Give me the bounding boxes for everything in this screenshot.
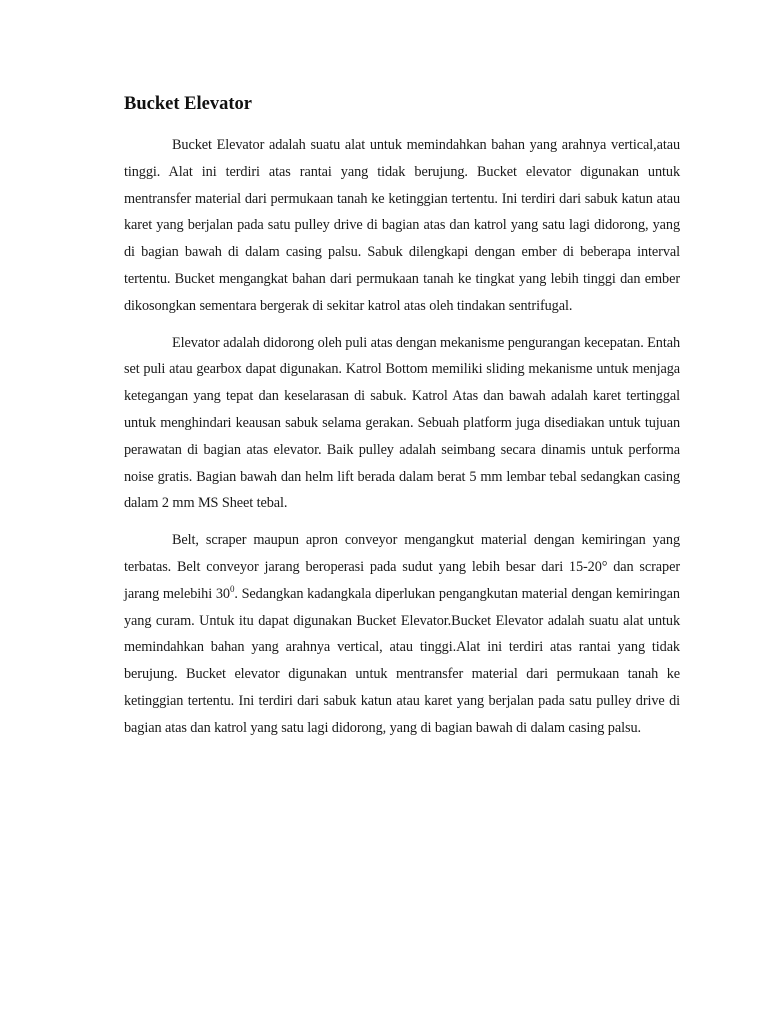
document-title: Bucket Elevator xyxy=(124,94,252,114)
paragraph-2: Elevator adalah didorong oleh puli atas dengan mekanisme pengurangan kecepatan. Entah set puli atau gearbox dapat digunakan. Katrol Bottom memiliki sliding mekanisme untuk menjaga ketegangan yang tepat dan keselarasan di sabuk. Katrol Atas dan bawah adalah karet tertinggal untuk menghindari keausan sabuk selama gerakan. Sebuah platform juga disediakan untuk tujuan perawatan di bagian atas elevator. Baik pulley adalah seimbang secara dinamis untuk performa noise gratis. Bagian bawah dan helm lift berada dalam berat 5 mm lembar tebal sedangkan casing dalam 2 mm MS Sheet tebal. xyxy=(124,334,680,512)
paragraph-1: Bucket Elevator adalah suatu alat untuk memindahkan bahan yang arahnya vertical,atau tinggi. Alat ini terdiri atas rantai yang tidak berujung. Bucket elevator digunakan untuk mentransfer material dari permukaan tanah ke ketinggian tertentu. Ini terdiri dari sabuk katun atau karet yang berjalan pada satu pulley drive di bagian atas dan katrol yang satu lagi didorong, yang di bagian bawah di dalam casing palsu. Sabuk dilengkapi dengan ember di beberapa interval tertentu. Bucket mengangkat bahan dari permukaan tanah ke tingkat yang lebih tinggi dan ember dikosongkan sementara bergerak di sekitar katrol atas oleh tindakan sentrifugal. xyxy=(124,137,680,314)
paragraph-3 xyxy=(124,527,680,741)
paragraph-3-part-2: . Sedangkan kadangkala diperlukan pengangkutan material dengan kemiringan yang curam. Untuk itu dapat digunakan Bucket Elevator.Bucket Elevator adalah suatu alat untuk memindahkan bahan yang arahnya vertical, atau tinggi.Alat ini terdiri atas rantai yang tidak berujung. Bucket elevator digunakan untuk mentransfer material dari permukaan tanah ke ketinggian tertentu. Ini terdiri dari sabuk katun atau karet yang berjalan pada satu pulley drive di bagian atas dan katrol yang satu lagi didorong, yang di bagian bawah di dalam casing palsu. xyxy=(124,585,680,736)
document-page xyxy=(124,88,680,752)
degree-superscript: 0 xyxy=(229,583,235,594)
paragraph-3-part-1: Belt, scraper maupun apron conveyor mengangkut material dengan kemiringan yang terbatas. Belt conveyor jarang beroperasi pada sudut yang lebih besar dari 15-20° dan scraper jarang melebihi 30 xyxy=(124,532,680,602)
